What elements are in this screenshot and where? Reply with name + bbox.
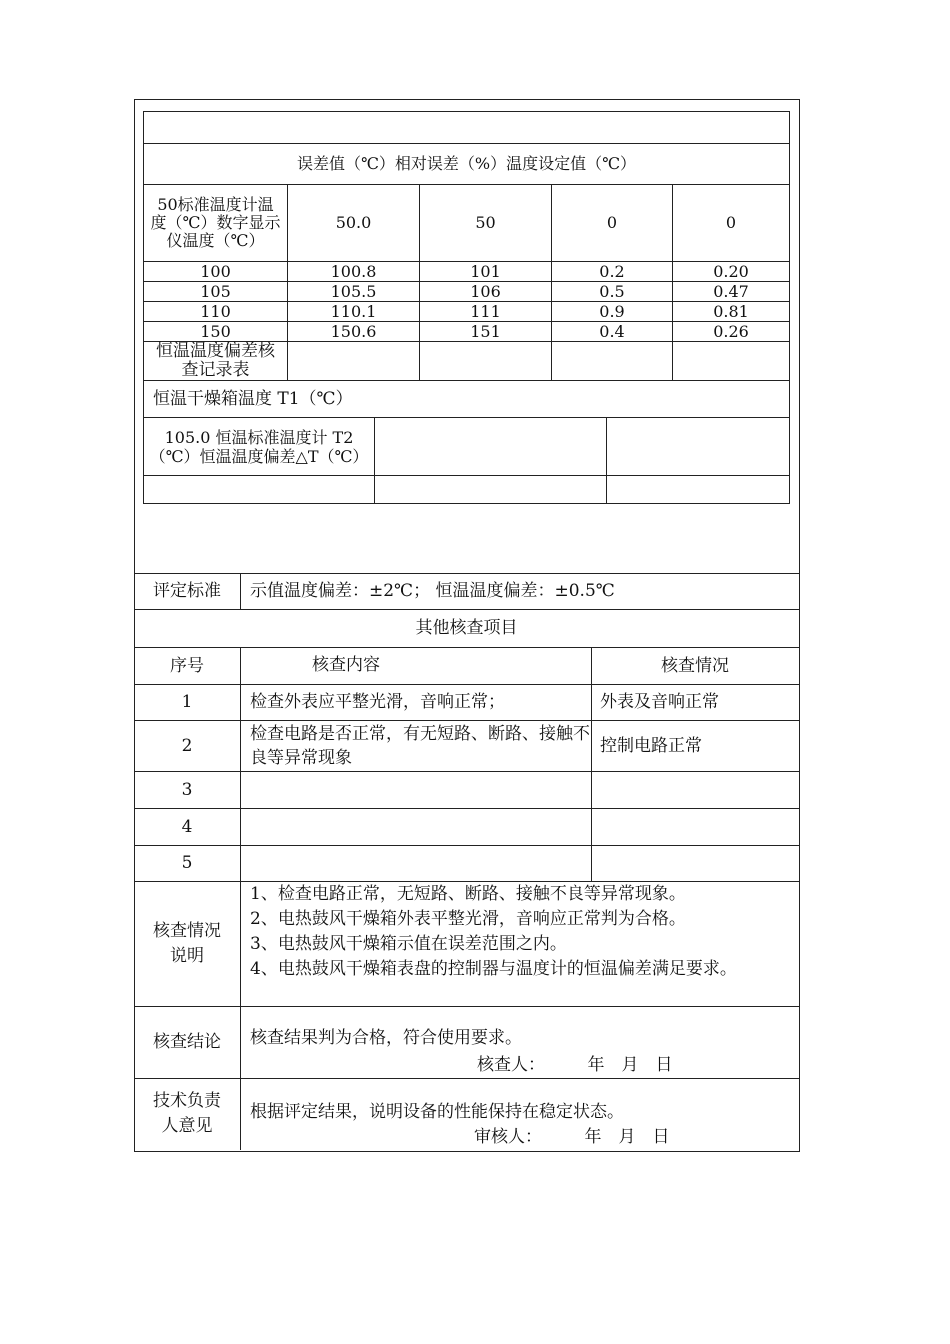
explanation-line: 2、电热鼓风干燥箱外表平整光滑，音响应正常判为合格。 [250, 909, 686, 929]
explanation-line: 3、电热鼓风干燥箱示值在误差范围之内。 [250, 934, 567, 954]
tech-opinion-signature: 审核人： 年 月 日 [474, 1127, 670, 1147]
empty-cell [374, 417, 607, 476]
row-value: 151 [419, 321, 552, 342]
row-label: 100 [143, 261, 288, 282]
explanation-label: 核查情况说明 [153, 920, 221, 966]
inner-header-row [143, 143, 790, 185]
row-value: 0.47 [672, 281, 790, 302]
empty-cell [419, 341, 552, 381]
row-value: 0.2 [551, 261, 673, 282]
inner-empty-top-row [143, 111, 790, 144]
record-label: 恒温温度偏差核查记录表 [143, 341, 288, 381]
conclusion-text: 核查结果判为合格，符合使用要求。 [250, 1028, 522, 1048]
conclusion-signature: 核查人： 年 月 日 [477, 1055, 673, 1075]
row-label: 105 [143, 281, 288, 302]
row-value: 0.81 [672, 301, 790, 322]
first-row-value: 50 [419, 184, 552, 262]
row-value: 111 [419, 301, 552, 322]
header-no: 序号 [170, 655, 204, 676]
check-content: 检查外表应平整光滑，音响正常； [250, 692, 505, 712]
header-content: 核查内容 [312, 655, 380, 675]
bottom-label: 105.0 恒温标准温度计 T2（℃）恒温温度偏差△T（℃） [143, 417, 375, 476]
row-value: 0.20 [672, 261, 790, 282]
dryer-temp-label: 恒温干燥箱温度 T1（℃） [143, 380, 790, 418]
first-row-value: 0 [551, 184, 673, 262]
row-value: 0.9 [551, 301, 673, 322]
explanation-line: 4、电热鼓风干燥箱表盘的控制器与温度计的恒温偏差满足要求。 [250, 959, 737, 979]
check-result: 外表及音响正常 [600, 692, 719, 712]
row-label: 110 [143, 301, 288, 322]
empty-cell [287, 341, 420, 381]
row-value: 0.26 [672, 321, 790, 342]
row-value: 0.5 [551, 281, 673, 302]
check-no: 5 [181, 853, 193, 873]
check-no: 4 [181, 816, 193, 837]
first-row-value: 0 [672, 184, 790, 262]
row-value: 110.1 [287, 301, 420, 322]
conclusion-label: 核查结论 [153, 1032, 221, 1052]
check-no: 2 [181, 735, 193, 756]
check-no: 1 [181, 692, 193, 712]
row-value: 101 [419, 261, 552, 282]
criteria-label: 评定标准 [153, 581, 221, 601]
explanation-line: 1、检查电路正常，无短路、断路、接触不良等异常现象。 [250, 884, 686, 904]
inner-header-text: 误差值（℃）相对误差（%）温度设定值（℃） [296, 154, 636, 173]
row-value: 0.4 [551, 321, 673, 342]
row-label: 150 [143, 321, 288, 342]
empty-cell [672, 341, 790, 381]
record-form [134, 99, 799, 1151]
row-value: 100.8 [287, 261, 420, 282]
tech-opinion-label: 技术负责人意见 [153, 1091, 221, 1136]
header-result: 核查情况 [661, 655, 729, 676]
first-row-value: 50.0 [287, 184, 420, 262]
check-no: 3 [181, 779, 193, 800]
check-content: 检查电路是否正常，有无短路、断路、接触不良等异常现象 [250, 724, 590, 768]
other-checks-title: 其他核查项目 [415, 618, 518, 638]
first-row-label: 50标准温度计温度（℃）数字显示仪温度（℃） [143, 184, 288, 262]
row-value: 150.6 [287, 321, 420, 342]
row-value: 106 [419, 281, 552, 302]
empty-cell [606, 475, 790, 504]
tech-opinion-text: 根据评定结果，说明设备的性能保持在稳定状态。 [250, 1102, 624, 1122]
row-value: 105.5 [287, 281, 420, 302]
criteria-value: 示值温度偏差：±2℃； 恒温温度偏差：±0.5℃ [250, 581, 615, 601]
empty-cell [143, 475, 375, 504]
empty-cell [606, 417, 790, 476]
empty-cell [551, 341, 673, 381]
check-result: 控制电路正常 [600, 736, 702, 756]
empty-cell [374, 475, 607, 504]
